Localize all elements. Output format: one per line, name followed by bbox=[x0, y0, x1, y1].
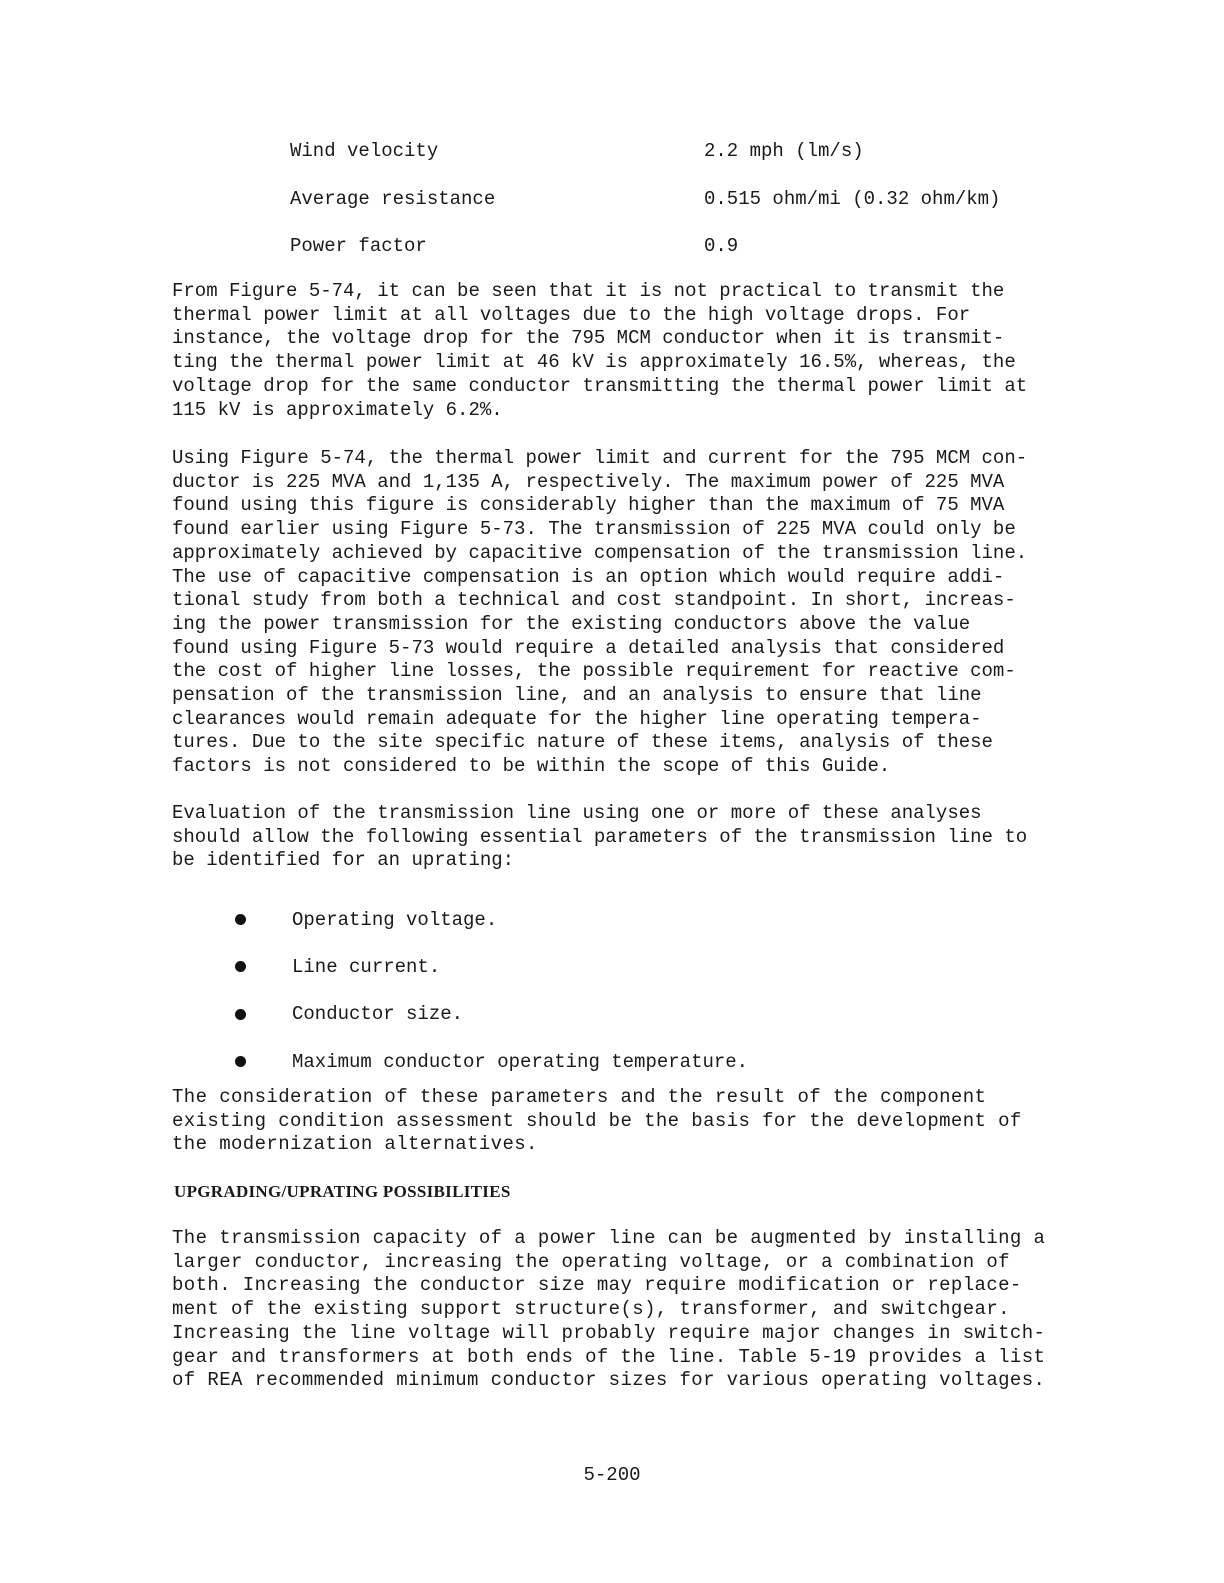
text-line: The transmission capacity of a power line can be augmented by installing a bbox=[172, 1227, 1046, 1249]
text-line: ing the power transmission for the existing conductors above the value bbox=[172, 612, 971, 635]
text-line: tures. Due to the site specific nature of these items, analysis of these bbox=[172, 731, 993, 754]
paragraph-thermal-limit bbox=[172, 447, 1072, 779]
text-line: pensation of the transmission line, and an analysis to ensure that line bbox=[172, 684, 982, 707]
text-line: larger conductor, increasing the operating voltage, or a combination of bbox=[172, 1250, 1010, 1273]
bullet-icon bbox=[235, 914, 246, 925]
text-line: existing condition assessment should be the basis for the development of bbox=[172, 1109, 1022, 1132]
text-line: instance, the voltage drop for the 795 MCM conductor when it is transmit- bbox=[172, 327, 1005, 350]
text-line: thermal power limit at all voltages due to the high voltage drops. For bbox=[172, 303, 971, 326]
text-line: 115 kV is approximately 6.2%. bbox=[172, 398, 503, 421]
section-heading: UPGRADING/UPRATING POSSIBILITIES bbox=[174, 1182, 511, 1201]
text-line: factors is not considered to be within the scope of this Guide. bbox=[172, 755, 891, 778]
list-item-text: Maximum conductor operating temperature. bbox=[292, 1050, 749, 1073]
text-line: The consideration of these parameters and the result of the component bbox=[172, 1086, 987, 1108]
parameter-value: 2.2 mph (lm/s) bbox=[704, 140, 864, 162]
text-line: be identified for an uprating: bbox=[172, 849, 515, 872]
paragraph-voltage-drop bbox=[172, 280, 1072, 422]
text-line: tional study from both a technical and cost standpoint. In short, increas- bbox=[172, 589, 1016, 612]
list-item bbox=[230, 943, 930, 990]
paragraph-evaluation bbox=[172, 802, 1072, 873]
text-line: Evaluation of the transmission line using one or more of these analyses bbox=[172, 802, 982, 824]
bullet-icon bbox=[235, 1056, 246, 1067]
paragraph-consideration bbox=[172, 1086, 1072, 1157]
parameter-label: Power factor bbox=[290, 235, 427, 257]
page-number: 5-200 bbox=[583, 1464, 641, 1486]
parameter-value: 0.9 bbox=[704, 235, 739, 257]
bullet-icon bbox=[235, 961, 246, 972]
bullet-icon bbox=[235, 1009, 246, 1020]
parameter-label: Average resistance bbox=[290, 187, 496, 210]
text-line: voltage drop for the same conductor transmitting the thermal power limit at bbox=[172, 374, 1028, 397]
parameter-label: Wind velocity bbox=[290, 140, 439, 162]
text-line: clearances would remain adequate for the higher line operating tempera- bbox=[172, 707, 982, 730]
text-line: found earlier using Figure 5-73. The transmission of 225 MVA could only be bbox=[172, 518, 1016, 541]
list-item bbox=[230, 1038, 930, 1085]
text-line: approximately achieved by capacitive compensation of the transmission line. bbox=[172, 541, 1028, 564]
text-line: both. Increasing the conductor size may require modification or replace- bbox=[172, 1274, 1022, 1297]
text-line: ting the thermal power limit at 46 kV is approximately 16.5%, whereas, the bbox=[172, 351, 1016, 374]
list-item-text: Operating voltage. bbox=[292, 908, 498, 931]
parameter-row bbox=[290, 233, 1050, 281]
text-line: found using Figure 5-73 would require a detailed analysis that considered bbox=[172, 636, 1005, 659]
text-line: Increasing the line voltage will probably require major changes in switch- bbox=[172, 1321, 1046, 1344]
parameter-row bbox=[290, 186, 1050, 234]
parameter-list bbox=[290, 138, 1050, 281]
list-item bbox=[230, 896, 930, 943]
text-line: found using this figure is considerably higher than the maximum of 75 MVA bbox=[172, 494, 1005, 517]
list-item-text: Line current. bbox=[292, 955, 441, 978]
text-line: Using Figure 5-74, the thermal power limit and current for the 795 MCM con- bbox=[172, 447, 1028, 469]
text-line: the cost of higher line losses, the possible requirement for reactive com- bbox=[172, 660, 1016, 683]
text-line: of REA recommended minimum conductor sizes for various operating voltages. bbox=[172, 1369, 1046, 1392]
list-item bbox=[230, 991, 930, 1038]
text-line: The use of capacitive compensation is an option which would require addi- bbox=[172, 565, 1005, 588]
text-line: gear and transformers at both ends of the line. Table 5-19 provides a list bbox=[172, 1345, 1046, 1368]
parameter-bullet-list bbox=[230, 896, 930, 1085]
parameter-value: 0.515 ohm/mi (0.32 ohm/km) bbox=[704, 187, 1001, 210]
text-line: ductor is 225 MVA and 1,135 A, respectively. The maximum power of 225 MVA bbox=[172, 470, 1005, 493]
text-line: should allow the following essential parameters of the transmission line to bbox=[172, 825, 1028, 848]
parameter-row bbox=[290, 138, 1050, 186]
text-line: the modernization alternatives. bbox=[172, 1133, 538, 1156]
paragraph-upgrading bbox=[172, 1227, 1072, 1393]
list-item-text: Conductor size. bbox=[292, 1003, 464, 1026]
text-line: ment of the existing support structure(s), transformer, and switchgear. bbox=[172, 1298, 1010, 1321]
text-line: From Figure 5-74, it can be seen that it is not practical to transmit the bbox=[172, 280, 1005, 302]
